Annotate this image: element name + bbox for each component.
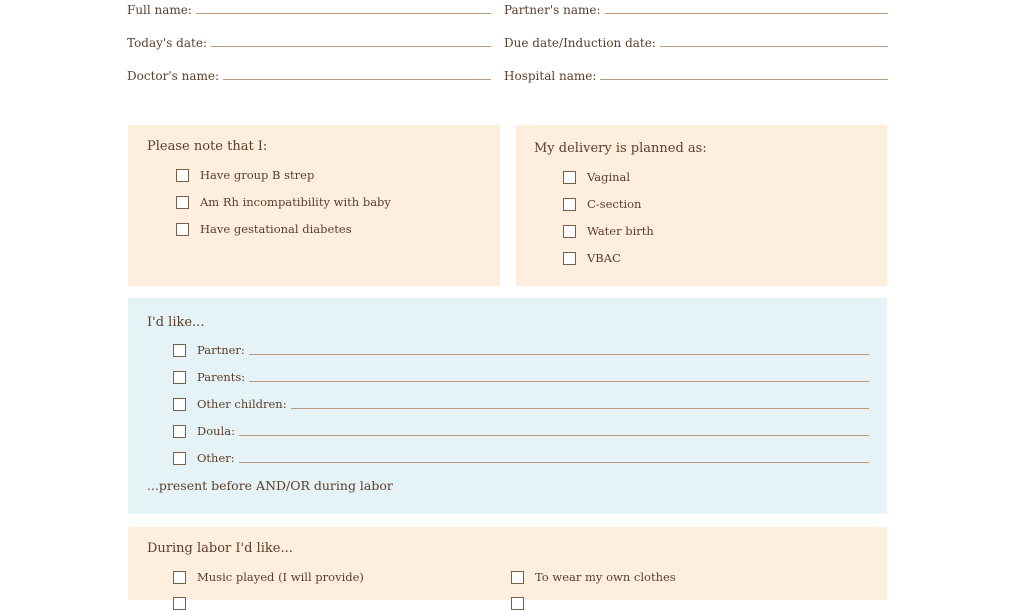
checkbox[interactable] [511,571,524,584]
doctor-name-line[interactable] [223,79,491,80]
hospital-name-label: Hospital name: [504,69,597,83]
labor-item-own-clothes[interactable] [511,570,676,584]
note-panel [128,125,500,286]
present-item-other[interactable] [173,451,869,465]
present-item-other-children[interactable] [173,397,869,411]
present-item-label: Other children: [197,397,287,411]
present-item-label: Partner: [197,343,245,357]
doctor-name-label: Doctor's name: [127,69,220,83]
present-item-line[interactable] [239,462,869,463]
checkbox[interactable] [176,223,189,236]
present-item-doula[interactable] [173,424,869,438]
present-item-line[interactable] [239,435,869,436]
partner-name-line[interactable] [605,13,889,14]
checkbox[interactable] [563,252,576,265]
checkbox[interactable] [563,225,576,238]
delivery-item-label: Water birth [587,224,654,238]
full-name-line[interactable] [196,13,491,14]
labor-item-label: Music played (I will provide) [197,570,364,584]
checkbox[interactable] [173,425,186,438]
delivery-panel-title: My delivery is planned as: [534,141,707,156]
checkbox[interactable] [173,344,186,357]
present-item-partner[interactable] [173,343,869,357]
checkbox[interactable] [173,452,186,465]
delivery-item-c-section[interactable] [563,197,641,211]
labor-panel-title: During labor I'd like... [147,541,293,556]
checkbox[interactable] [173,398,186,411]
delivery-item-water-birth[interactable] [563,224,654,238]
due-date-line[interactable] [660,46,888,47]
present-item-line[interactable] [249,354,869,355]
full-name-field[interactable] [127,3,491,17]
full-name-label: Full name: [127,3,192,17]
due-date-field[interactable] [504,36,888,50]
delivery-item-vbac[interactable] [563,251,621,265]
partner-name-label: Partner's name: [504,3,601,17]
delivery-item-label: C-section [587,197,642,211]
present-panel-title: I'd like... [147,315,205,330]
note-item-rh-incompatibility[interactable] [176,195,391,209]
labor-panel [128,527,887,600]
present-footnote: ...present before AND/OR during labor [147,478,393,493]
delivery-item-label: VBAC [587,251,621,265]
doctor-name-field[interactable] [127,69,491,83]
note-item-gestational-diabetes[interactable] [176,222,352,236]
present-item-label: Doula: [197,424,235,438]
todays-date-field[interactable] [127,36,491,50]
delivery-item-label: Vaginal [587,170,631,184]
labor-item-label: To wear my own clothes [535,570,676,584]
todays-date-label: Today's date: [127,36,207,50]
checkbox[interactable] [563,198,576,211]
hospital-name-field[interactable] [504,69,888,83]
note-item-label: Have gestational diabetes [200,222,352,236]
checkbox[interactable] [173,571,186,584]
present-item-label: Parents: [197,370,246,384]
checkbox[interactable] [176,196,189,209]
checkbox[interactable] [563,171,576,184]
present-panel [128,298,887,514]
present-item-label: Other: [197,451,235,465]
note-panel-title: Please note that I: [147,139,268,154]
present-item-line[interactable] [249,381,869,382]
checkbox[interactable] [173,371,186,384]
note-item-label: Have group B strep [200,168,315,182]
checkbox[interactable] [176,169,189,182]
present-item-parents[interactable] [173,370,869,384]
note-item-group-b-strep[interactable] [176,168,314,182]
delivery-panel [516,125,887,286]
labor-item-music[interactable] [173,570,364,584]
present-item-line[interactable] [291,408,869,409]
delivery-item-vaginal[interactable] [563,170,630,184]
todays-date-line[interactable] [211,46,491,47]
hospital-name-line[interactable] [600,79,888,80]
checkbox-partial[interactable] [173,597,186,610]
due-date-label: Due date/Induction date: [504,36,656,50]
note-item-label: Am Rh incompatibility with baby [200,195,391,209]
checkbox-partial[interactable] [511,597,524,610]
partner-name-field[interactable] [504,3,888,17]
